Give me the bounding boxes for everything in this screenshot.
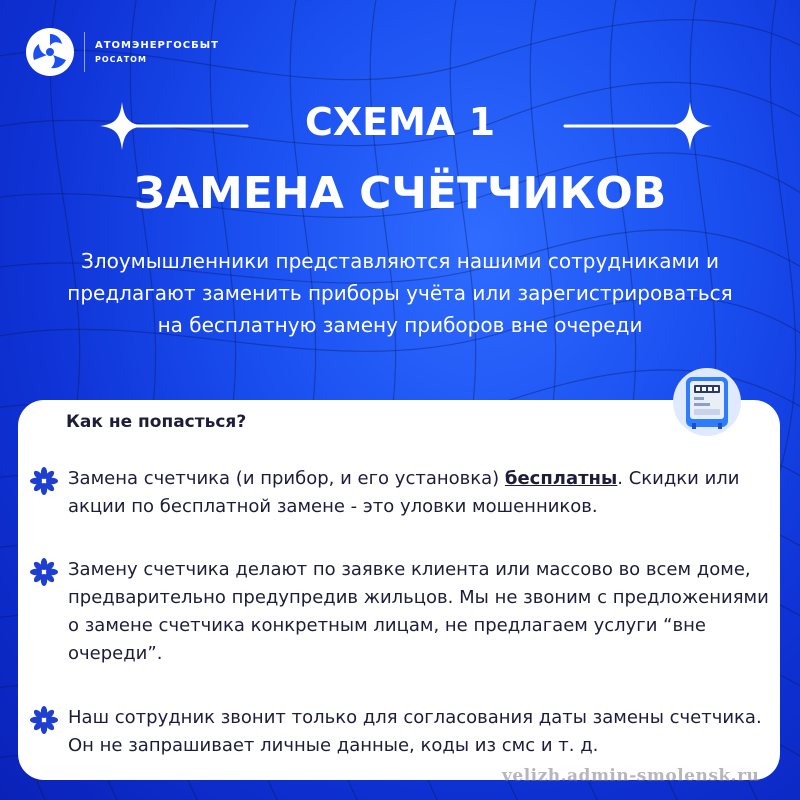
card-title: Как не попасться? xyxy=(66,412,247,432)
list-item xyxy=(30,704,770,760)
list-item xyxy=(30,556,770,668)
bullet-text-after: . Скидки или акции по бесплатной замене - это уловки мошенников. xyxy=(68,468,740,517)
brand-logo xyxy=(24,26,219,78)
list-item-text xyxy=(68,465,770,521)
list-item-text: Замену счетчика делают по заявке клиента или массово во всем доме, предварительно предупредив жильцов. Мы не звоним с предложениями о замене счетчика конкретным лицам, не предлагаем услуги “вне очереди”. xyxy=(68,559,769,664)
bullet-emphasis: бесплатны xyxy=(504,468,618,489)
watermark: velizh.admin-smolensk.ru xyxy=(502,766,760,786)
subtitle-line: на бесплатную замену приборов вне очереди xyxy=(157,313,643,337)
logo-divider xyxy=(84,32,85,72)
asterisk-flower-icon xyxy=(30,467,58,495)
scheme-header xyxy=(0,96,800,156)
sparkle-icon xyxy=(560,96,720,156)
subtitle-line: предлагают заменить приборы учёта или зарегистрироваться xyxy=(67,281,733,305)
subtitle-line: Злоумышленники представляются нашими сотрудниками и xyxy=(81,249,719,273)
brand-sub: РОСАТОМ xyxy=(95,55,147,64)
asterisk-flower-icon xyxy=(30,558,58,586)
list-item-text: Наш сотрудник звонит только для согласования даты замены счетчика. Он не запрашивает личные данные, коды из смс и т. д. xyxy=(68,707,762,756)
page-title: ЗАМЕНА СЧЁТЧИКОВ xyxy=(133,168,667,219)
electric-meter-icon xyxy=(672,367,742,437)
bullet-text-before: Замена счетчика (и прибор, и его установка) xyxy=(68,468,505,489)
brand-name: АТОМЭНЕРГОСБЫТ xyxy=(95,40,219,51)
rosatom-logo-icon xyxy=(24,26,76,78)
scheme-label: СХЕМА 1 xyxy=(304,100,496,144)
list-item xyxy=(30,465,770,521)
subtitle xyxy=(20,245,780,341)
asterisk-flower-icon xyxy=(30,706,58,734)
